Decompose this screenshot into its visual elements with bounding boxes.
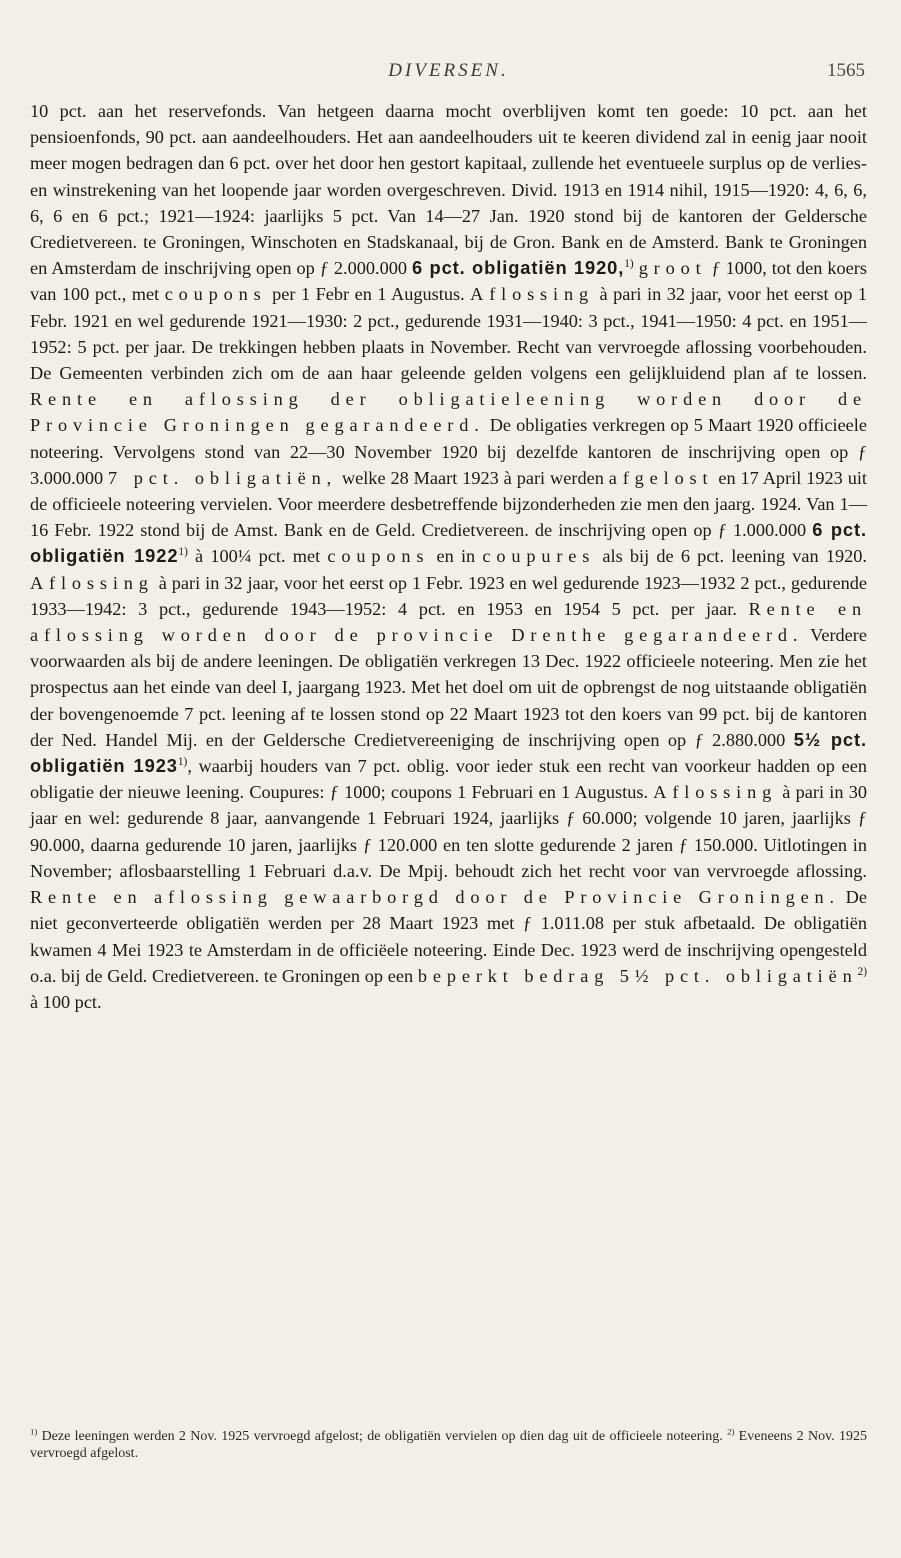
spaced-term: Aflossing (470, 284, 594, 305)
spaced-term: beperkt bedrag 5½ pct. obligatiën (417, 965, 858, 986)
text-run: als bij de 6 pct. leening van 1920. (595, 546, 867, 567)
spaced-term: coupures (482, 546, 596, 567)
spaced-term: groot (638, 258, 707, 279)
loan-heading-1922: 6 pct. obligatiën 1922 (30, 519, 867, 567)
text-run: , waarbij houders van 7 pct. oblig. voor ieder stuk een recht van voorkeur hadden op een obligatie der nieuwe leening. Coupures: ƒ 1000; coupons 1 Februari en 1 Augustus. (30, 756, 867, 803)
footnote-ref: 1) (624, 258, 634, 271)
spaced-term: Rente en aflossing gewaarborgd door de Provincie Groningen. (30, 887, 840, 908)
running-head (30, 52, 867, 92)
spaced-term: Aflossing (653, 782, 778, 803)
page-number: 1565 (827, 60, 865, 81)
footnote-marker: 2) (727, 1426, 735, 1437)
footnote-marker: 1) (30, 1426, 38, 1437)
text-run: Verdere voorwaarden als bij de andere leeningen. De obligatiën verkregen 13 Dec. 1922 officieele noteering. Men zie het prospectus aan het einde van deel I, jaargang 1923. Met het doel om uit de opbrengst de nog uitstaande obligatiën der bovengenoemde 7 pct. leening af te lossen stond op 22 Maart 1923 tot den koers van 99 pct. bij de kantoren der Ned. Handel Mij. en der Geldersche Credietvereeniging de inschrijving open op ƒ 2.880.000 (30, 625, 867, 750)
text-run: à pari in 32 jaar, voor het eerst op 1 Febr. 1921 en wel gedurende 1921—1930: 2 pct., gedurende 1931—1940: 3 pct., 1941—1950: 4 pct. en 1951—1952: 5 pct. per jaar. De trekkingen hebben plaats in November. Recht van vervroegde aflossing voorbehouden. De Gemeenten verbinden zich om de aan haar geleende gelden volgens een gelijkluidend plan af te lossen. (30, 284, 867, 384)
text-run: De obligaties verkregen op 5 Maart 1920 officieele noteering. Vervolgens stond van 22—30 November 1920 bij dezelfde kantoren de inschrijving open op ƒ 3.000.000 (30, 415, 867, 488)
running-title: DIVERSEN. (388, 60, 509, 81)
text-run: à 100 pct. (30, 991, 102, 1012)
text-run: 10 pct. aan het reservefonds. Van hetgeen daarna mocht overblijven komt ten goede: 10 pct. aan het pensioenfonds, 90 pct. aan aandeelhouders. Het aan aandeelhouders uit te keeren dividend zal in eenig jaar nooit meer mogen bedragen dan 6 pct. over het door hen gestort kapitaal, zullende het eventueele surplus op de verlies- en winstrekening van het loopende jaar worden overgeschreven. Divid. 1913 en 1914 nihil, 1915—1920: 4, 6, 6, 6, 6 en 6 pct.; 1921—1924: jaarlijks 5 pct. Van 14—27 Jan. 1920 stond bij de kantoren der Geldersche Credietvereen. te Groningen, Winschoten en Stadskanaal, bij de Gron. Bank en de Amsterd. Bank te Groningen en Amsterdam de inschrijving open op ƒ 2.000.000 (30, 101, 867, 279)
text-run: per 1 Febr en 1 Augustus. (266, 284, 471, 305)
body-paragraph (30, 98, 867, 1015)
footnote-ref: 2) (857, 965, 867, 978)
text-run: De niet geconverteerde obligatiën werden per 28 Maart 1923 met ƒ 1.011.08 per stuk afbetaald. De obligatiën kwamen 4 Mei 1923 te Amsterdam in de officiëele noteering. Einde Dec. 1923 werd de inschrijving opengesteld o.a. bij de Geld. Credietvereen. te Groningen op een (30, 887, 867, 986)
spaced-term: coupons (164, 284, 267, 305)
text-run: à pari in 32 jaar, voor het eerst op 1 Febr. 1923 en wel gedurende 1923—1932 2 pct., gedurende 1933—1942: 3 pct., gedurende 1943—1952: 4 pct. en 1953 en 1954 5 pct. per jaar. (30, 572, 867, 619)
loan-heading-1923: 5½ pct. obligatiën 1923 (30, 728, 867, 777)
footnotes (30, 1428, 867, 1462)
spaced-term: Aflossing (30, 572, 154, 593)
spaced-term: afgelost (608, 467, 714, 488)
footnote-text: Eveneens 2 Nov. 1925 vervroegd afgelost. (30, 1429, 868, 1461)
text-run: à 100¼ pct. met (187, 546, 328, 567)
footnote-text: Deze leeningen werden 2 Nov. 1925 vervroegd afgelost; de obligatiën vervielen op dien dag uit de officieele noteering. (37, 1429, 728, 1444)
spaced-term: coupons (327, 546, 430, 567)
text-run: welke 28 Maart 1923 à pari werden (337, 467, 609, 488)
spaced-term: 7 pct. obligatiën, (108, 467, 337, 488)
text-run: en in (429, 546, 483, 567)
footnote-ref: 1) (178, 546, 188, 559)
spaced-term: Rente en aflossing worden door de provincie Drenthe gegarandeerd. (30, 598, 867, 646)
text-run: ƒ 1000, tot den koers van 100 pct., met (30, 258, 868, 305)
text-run: en 17 April 1923 uit de officieele noteering vervielen. Voor meerdere desbetreffende bijzonderheden zie men den jaarg. 1924. Van 1—16 Febr. 1922 stond bij de Amst. Bank en de Geld. Credietvereen. de inschrijving open op ƒ 1.000.000 (30, 467, 867, 541)
footnote-ref: 1) (177, 755, 188, 768)
text-run: à pari in 30 jaar en wel: gedurende 8 jaar, aanvangende 1 Februari 1924, jaarlijks ƒ 60.000; volgende 10 jaren, jaarlijks ƒ 90.000, daarna gedurende 10 jaren, jaarlijks ƒ 120.000 en ten slotte gedurende 2 jaren ƒ 150.000. Uitlotingen in November; aflosbaarstelling 1 Februari d.a.v. De Mpij. behoudt zich het recht voor van vervroegde aflossing. (30, 782, 868, 881)
loan-heading-1920: 6 pct. obligatiën 1920, (412, 257, 625, 279)
spaced-term: Rente en aflossing der obligatieleening worden door de Provincie Groningen gegarandeerd. (30, 389, 867, 436)
